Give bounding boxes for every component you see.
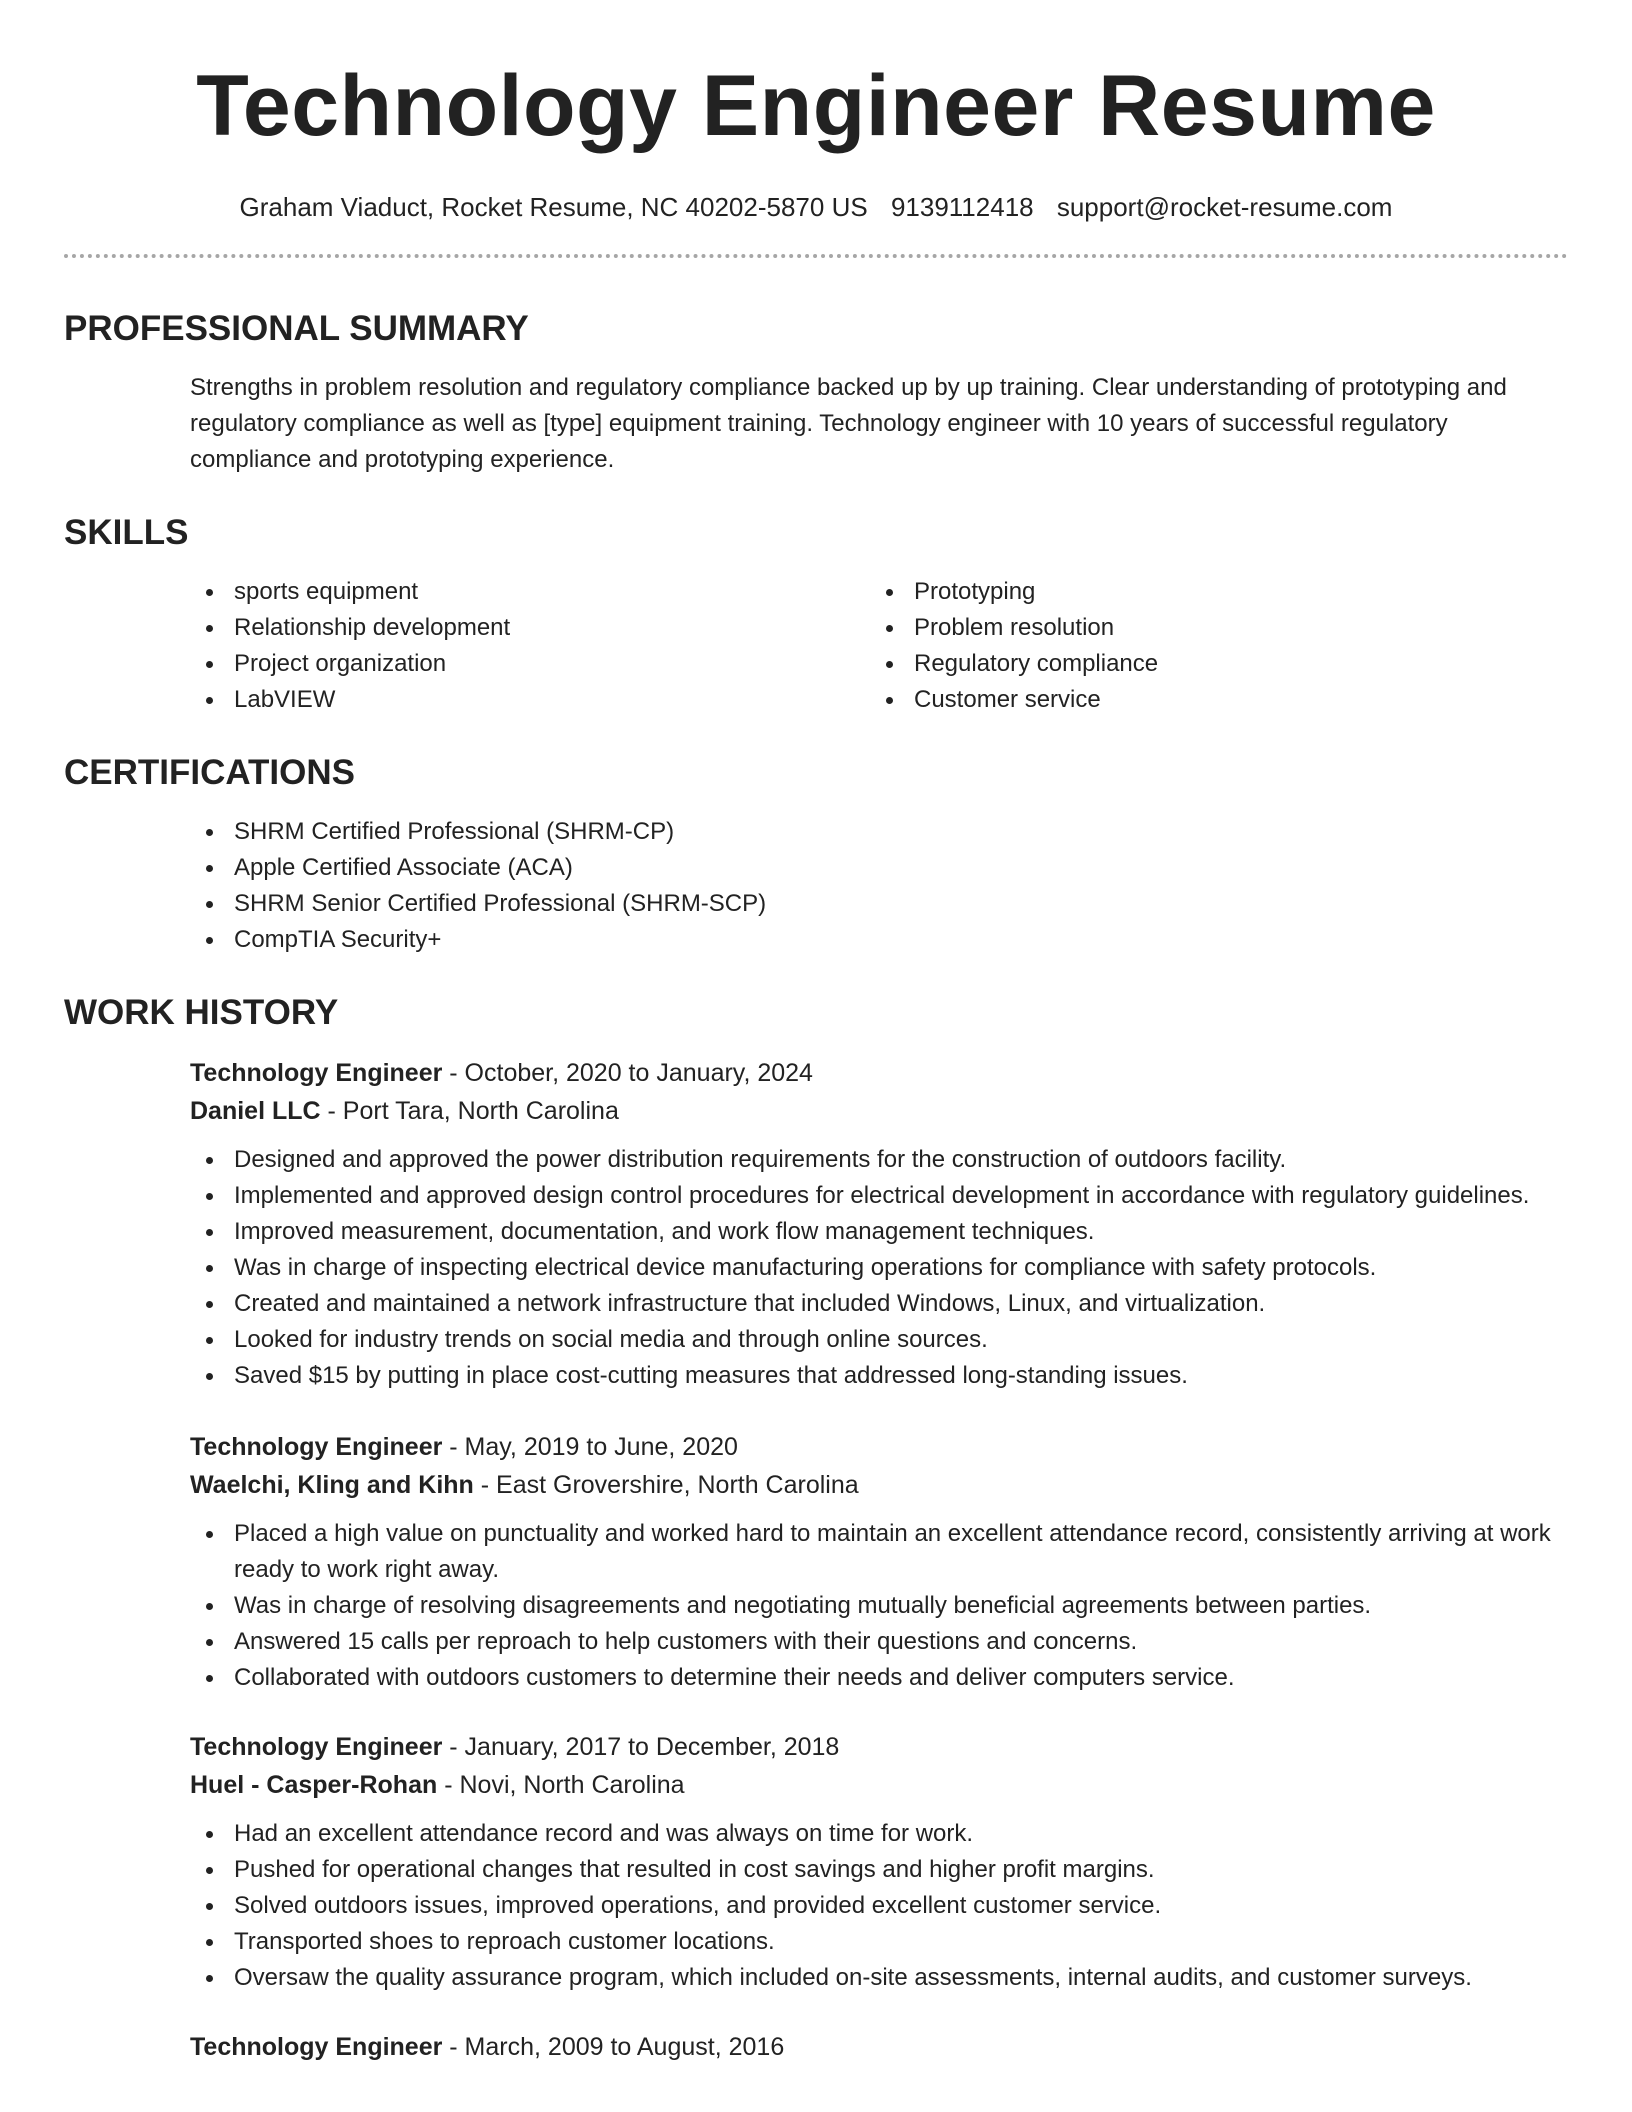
job-title: Technology Engineer — [190, 2033, 443, 2061]
job-company: Daniel LLC — [190, 1097, 321, 1125]
job-dates: - January, 2017 to December, 2018 — [442, 1733, 840, 1761]
job-bullet: Transported shoes to reproach customer locations. — [190, 1924, 1568, 1960]
job-bullet: Created and maintained a network infrastructure that included Windows, Linux, and virtualization. — [190, 1286, 1568, 1322]
job-dates: - May, 2019 to June, 2020 — [442, 1433, 738, 1461]
section-title-summary: PROFESSIONAL SUMMARY — [64, 309, 529, 348]
skills-list — [190, 574, 1568, 718]
job-company: Waelchi, Kling and Kihn — [190, 1471, 474, 1499]
skill-item: Problem resolution — [870, 610, 1550, 646]
job-bullet: Oversaw the quality assurance program, which included on-site assessments, internal audits, and customer surveys. — [190, 1960, 1568, 1996]
job-title-line — [190, 2028, 1568, 2066]
job-company-line — [190, 1766, 1568, 1804]
job-company-line — [190, 1466, 1568, 1504]
job-bullets — [190, 1142, 1568, 1394]
job-bullet: Placed a high value on punctuality and worked hard to maintain an excellent attendance record, consistently arriving at work ready to work right away. — [190, 1516, 1568, 1588]
contact-address: Graham Viaduct, Rocket Resume, NC 40202-5870 US — [239, 192, 868, 222]
job-location: - Port Tara, North Carolina — [320, 1097, 619, 1125]
job-dates: - October, 2020 to January, 2024 — [442, 1059, 813, 1087]
job-bullet: Implemented and approved design control procedures for electrical development in accordance with regulatory guidelines. — [190, 1178, 1568, 1214]
section-title-certifications: CERTIFICATIONS — [64, 753, 356, 792]
skills-column-right — [870, 574, 1550, 718]
contact-phone: 9139112418 — [890, 192, 1034, 222]
section-title-work-history: WORK HISTORY — [64, 993, 339, 1032]
job-entry — [190, 1428, 1568, 1696]
job-bullet: Had an excellent attendance record and was always on time for work. — [190, 1816, 1568, 1852]
skill-item: Relationship development — [190, 610, 870, 646]
job-bullet: Designed and approved the power distribution requirements for the construction of outdoors facility. — [190, 1142, 1568, 1178]
job-entry — [190, 1054, 1568, 1394]
job-title: Technology Engineer — [190, 1733, 443, 1761]
job-bullet: Answered 15 calls per reproach to help customers with their questions and concerns. — [190, 1624, 1568, 1660]
job-bullet: Was in charge of inspecting electrical device manufacturing operations for compliance with safety protocols. — [190, 1250, 1568, 1286]
header-divider — [64, 254, 1568, 258]
job-location: - East Grovershire, North Carolina — [473, 1471, 859, 1499]
section-title-skills: SKILLS — [64, 513, 189, 552]
skill-item: Project organization — [190, 646, 870, 682]
job-entry — [190, 2028, 1568, 2066]
job-title-line — [190, 1728, 1568, 1766]
job-bullet: Looked for industry trends on social media and through online sources. — [190, 1322, 1568, 1358]
certification-item: SHRM Senior Certified Professional (SHRM-SCP) — [190, 886, 1568, 922]
job-bullet: Solved outdoors issues, improved operations, and provided excellent customer service. — [190, 1888, 1568, 1924]
summary-text: Strengths in problem resolution and regulatory compliance backed up by up training. Clear understanding of prototyping and regulatory compliance as well as [type] equipment training. Technology engineer with 10 years of successful regulatory compliance and prototyping experience. — [190, 374, 1507, 473]
job-location: - Novi, North Carolina — [437, 1771, 685, 1799]
job-bullets — [190, 1816, 1568, 1996]
certification-item: CompTIA Security+ — [190, 922, 1568, 958]
certification-item: Apple Certified Associate (ACA) — [190, 850, 1568, 886]
resume-title: Technology Engineer Resume — [196, 58, 1436, 154]
job-bullet: Collaborated with outdoors customers to determine their needs and deliver computers service. — [190, 1660, 1568, 1696]
skill-item: sports equipment — [190, 574, 870, 610]
skill-item: Customer service — [870, 682, 1550, 718]
job-bullet: Saved $15 by putting in place cost-cutting measures that addressed long-standing issues. — [190, 1358, 1568, 1394]
job-title: Technology Engineer — [190, 1059, 443, 1087]
job-bullet: Improved measurement, documentation, and work flow management techniques. — [190, 1214, 1568, 1250]
job-title-line — [190, 1054, 1568, 1092]
job-company: Huel - Casper-Rohan — [190, 1771, 438, 1799]
job-dates: - March, 2009 to August, 2016 — [442, 2033, 785, 2061]
contact-line — [64, 192, 1568, 222]
job-title-line — [190, 1428, 1568, 1466]
skill-item: Regulatory compliance — [870, 646, 1550, 682]
job-company-line — [190, 1092, 1568, 1130]
skill-item: LabVIEW — [190, 682, 870, 718]
job-title: Technology Engineer — [190, 1433, 443, 1461]
job-bullets — [190, 1516, 1568, 1696]
skills-column-left — [190, 574, 870, 718]
certification-item: SHRM Certified Professional (SHRM-CP) — [190, 814, 1568, 850]
job-entry — [190, 1728, 1568, 1996]
skill-item: Prototyping — [870, 574, 1550, 610]
job-bullet: Was in charge of resolving disagreements and negotiating mutually beneficial agreements between parties. — [190, 1588, 1568, 1624]
certifications-list — [190, 814, 1568, 958]
job-bullet: Pushed for operational changes that resulted in cost savings and higher profit margins. — [190, 1852, 1568, 1888]
contact-email: support@rocket-resume.com — [1056, 192, 1393, 222]
